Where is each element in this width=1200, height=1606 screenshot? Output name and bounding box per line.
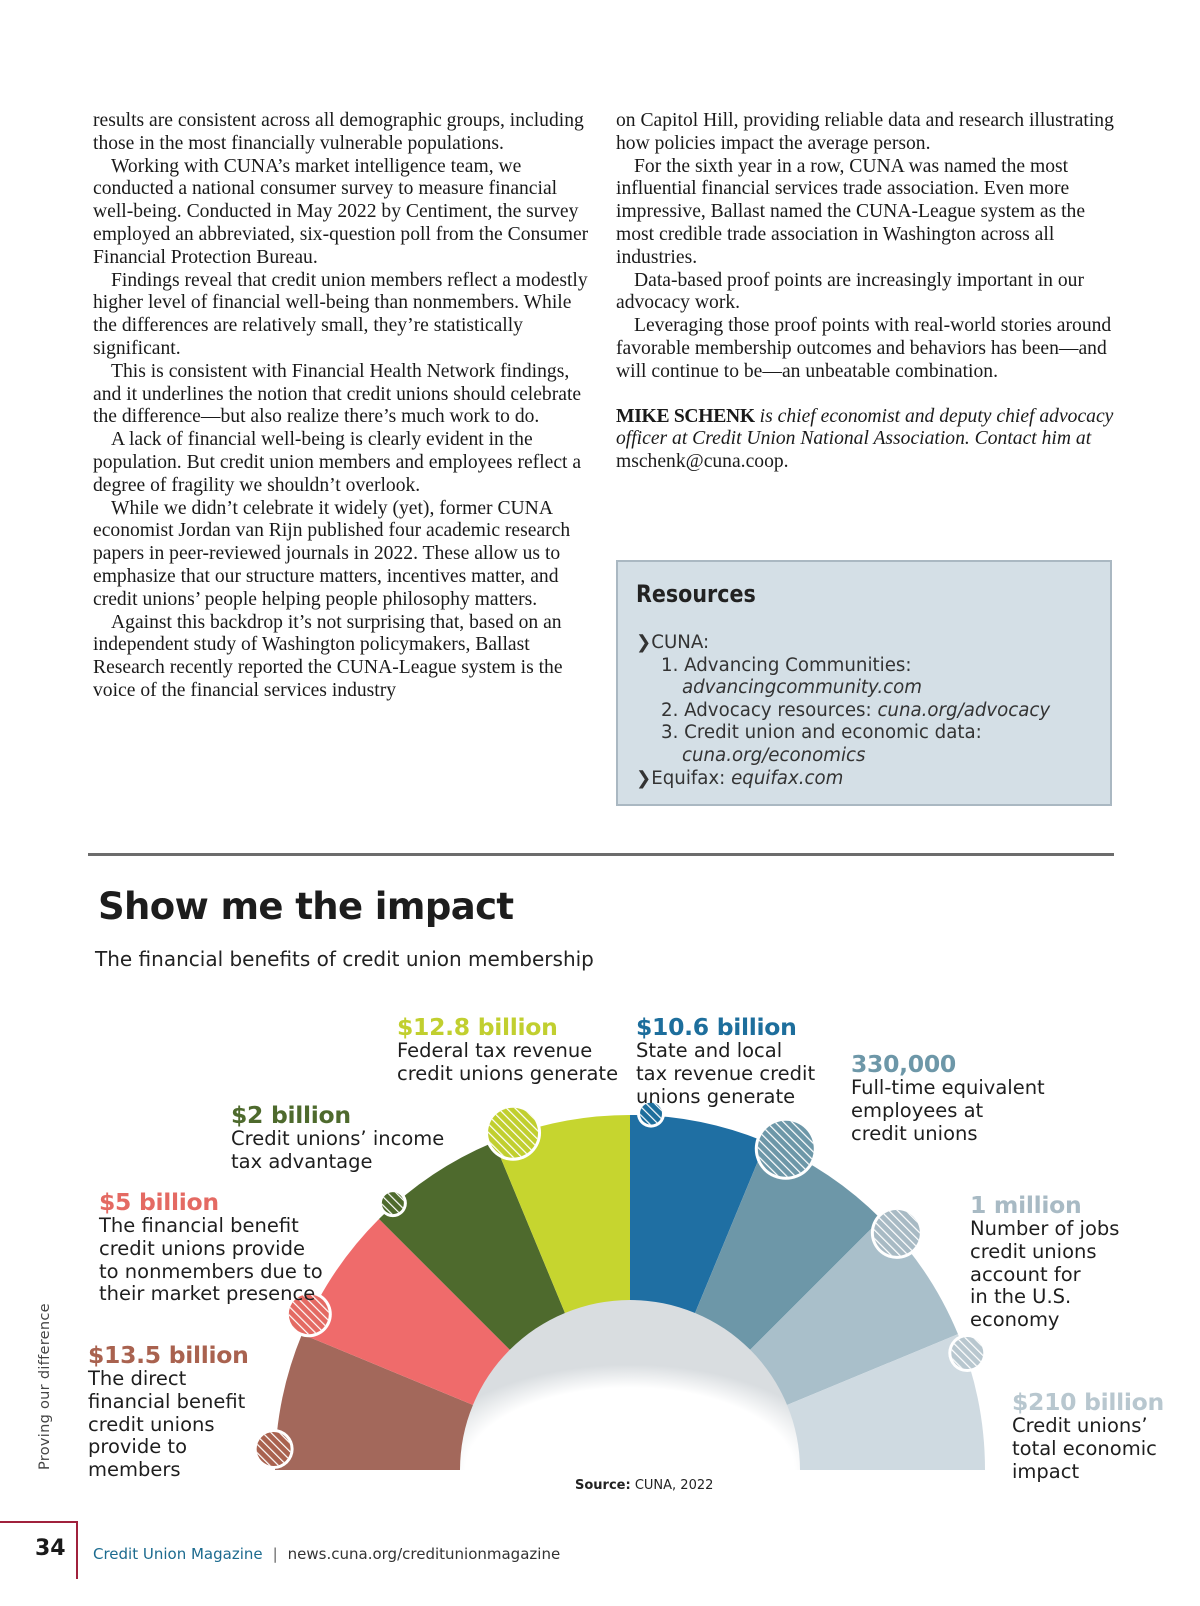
author-email[interactable]: mschenk@cuna.coop.	[616, 451, 789, 473]
resource-group-label: Equifax:	[651, 767, 732, 789]
footer-url[interactable]: news.cuna.org/creditunionmagazine	[287, 1545, 561, 1563]
impact-value: 1 million	[970, 1191, 1082, 1219]
chevron-right-icon: ❯	[636, 632, 652, 653]
impact-description: Full-time equivalent employees at credit unions	[851, 1076, 1045, 1145]
marker-dot-hatch	[382, 1192, 404, 1214]
impact-value: $12.8 billion	[397, 1013, 558, 1041]
impact-label-tax-advantage	[231, 1102, 444, 1174]
impact-label-federal-tax	[397, 1014, 618, 1086]
article-paragraph: For the sixth year in a row, CUNA was named the most influential financial services trade association. Even more impressive, Ballast named the CUNA-League system as the most credible trade association in Washington across all industries.	[616, 155, 1086, 268]
article-paragraph: A lack of financial well-being is clearly evident in the population. But credit union members and employees reflect a degree of fragility we shouldn’t overlook.	[93, 429, 582, 496]
resources-list	[636, 632, 1050, 790]
marker-dot-hatch	[758, 1121, 814, 1177]
marker-dot-hatch	[257, 1432, 291, 1466]
chevron-right-icon: ❯	[636, 767, 652, 789]
impact-label-employees	[851, 1051, 1045, 1145]
impact-label-economic-impact	[1012, 1389, 1164, 1483]
article-left-column	[93, 110, 593, 703]
author-name: MIKE SCHENK	[616, 405, 755, 427]
impact-label-direct-benefit	[88, 1342, 249, 1482]
article-paragraph: This is consistent with Financial Health Network findings, and it underlines the notion that credit unions should celebrate the difference—but also realize there’s much work to do.	[93, 360, 582, 428]
marker-dot-hatch	[874, 1210, 920, 1256]
resource-group-label: CUNA:	[651, 632, 710, 653]
infographic-subtitle: The financial benefits of credit union membership	[95, 947, 594, 971]
article-paragraph: Findings reveal that credit union members reflect a modestly higher level of financial well-being than nonmembers. While the differences are relatively small, they’re statistically significant.	[93, 269, 588, 359]
impact-value: $2 billion	[231, 1101, 351, 1129]
resource-link[interactable]: cuna.org/advocacy	[877, 699, 1051, 721]
source-label: Source:	[575, 1478, 631, 1493]
article-paragraph: Working with CUNA’s market intelligence team, we conducted a national consumer survey to measure financial well-being. Conducted in May 2022 by Centiment, the survey employed an abbreviated, six-question poll from the Consumer Financial Protection Bureau.	[93, 155, 589, 268]
impact-description: State and local tax revenue credit unions generate	[636, 1039, 816, 1108]
article-paragraph: While we didn’t celebrate it widely (yet), former CUNA economist Jordan van Rijn published four academic research papers in peer-reviewed journals in 2022. These allow us to emphasize that our structure matters, incentives matter, and credit unions’ people helping people philosophy matters.	[93, 497, 571, 610]
section-sidebar-label: Proving our difference	[37, 1303, 53, 1470]
resource-link[interactable]: advancingcommunity.com	[682, 677, 923, 699]
chart-source	[575, 1478, 713, 1493]
impact-value: $13.5 billion	[88, 1341, 249, 1369]
infographic-title: Show me the impact	[98, 885, 514, 928]
page-footer	[93, 1545, 560, 1563]
resource-group-cuna	[636, 632, 1050, 655]
resource-group-equifax	[636, 768, 1050, 791]
resource-item-label: 1. Advancing Communities:	[661, 654, 912, 676]
resource-item-label: 2. Advocacy resources:	[661, 699, 878, 721]
section-divider	[88, 853, 1114, 856]
article-paragraph: Data-based proof points are increasingly important in our advocacy work.	[616, 269, 1084, 314]
resource-item-label: 3. Credit union and economic data:	[661, 722, 982, 744]
impact-label-nonmember-benefit	[99, 1189, 323, 1306]
article-paragraph: on Capitol Hill, providing reliable data and research illustrating how policies impact the average person.	[616, 110, 1114, 154]
page-number: 34	[35, 1536, 66, 1561]
source-text: CUNA, 2022	[630, 1478, 714, 1493]
resources-title: Resources	[636, 580, 756, 608]
article-paragraph: Leveraging those proof points with real-world stories around favorable membership outcomes and behaviors has been—and will continue to be—an unbeatable combination.	[616, 315, 1112, 382]
resource-item	[636, 700, 1050, 723]
impact-description: Number of jobs credit unions account for in the U.S. economy	[970, 1217, 1120, 1332]
author-byline	[616, 406, 1116, 474]
article-paragraph: results are consistent across all demographic groups, including those in the most financially vulnerable populations.	[93, 110, 584, 154]
impact-value: 330,000	[851, 1050, 956, 1078]
impact-value: $10.6 billion	[636, 1013, 797, 1041]
impact-label-jobs	[970, 1192, 1119, 1332]
marker-dot-hatch	[488, 1108, 538, 1158]
impact-description: The direct financial benefit credit unions provide to members	[88, 1367, 246, 1482]
article-paragraph: Against this backdrop it’s not surprising that, based on an independent study of Washington policymakers, Ballast Research recently reported the CUNA-League system is the voice of the financial services industry	[93, 611, 563, 701]
impact-value: $210 billion	[1012, 1388, 1164, 1416]
impact-description: Federal tax revenue credit unions generate	[397, 1039, 619, 1085]
footer-separator: |	[272, 1545, 278, 1563]
article-right-column	[616, 110, 1116, 474]
author-bio: is chief economist and deputy chief advocacy officer at Credit Union National Association. Contact him at	[616, 405, 1114, 450]
impact-value: $5 billion	[99, 1188, 219, 1216]
impact-description: The financial benefit credit unions provide to nonmembers due to their market presence	[99, 1214, 323, 1306]
resource-link[interactable]: cuna.org/economics	[682, 744, 866, 766]
impact-label-state-tax	[636, 1014, 815, 1108]
marker-dot-hatch	[951, 1337, 983, 1369]
resources-box	[616, 560, 1112, 806]
magazine-name: Credit Union Magazine	[93, 1545, 263, 1563]
impact-description: Credit unions’ total economic impact	[1012, 1414, 1157, 1483]
resource-link[interactable]: equifax.com	[731, 767, 844, 789]
impact-description: Credit unions’ income tax advantage	[231, 1127, 445, 1173]
